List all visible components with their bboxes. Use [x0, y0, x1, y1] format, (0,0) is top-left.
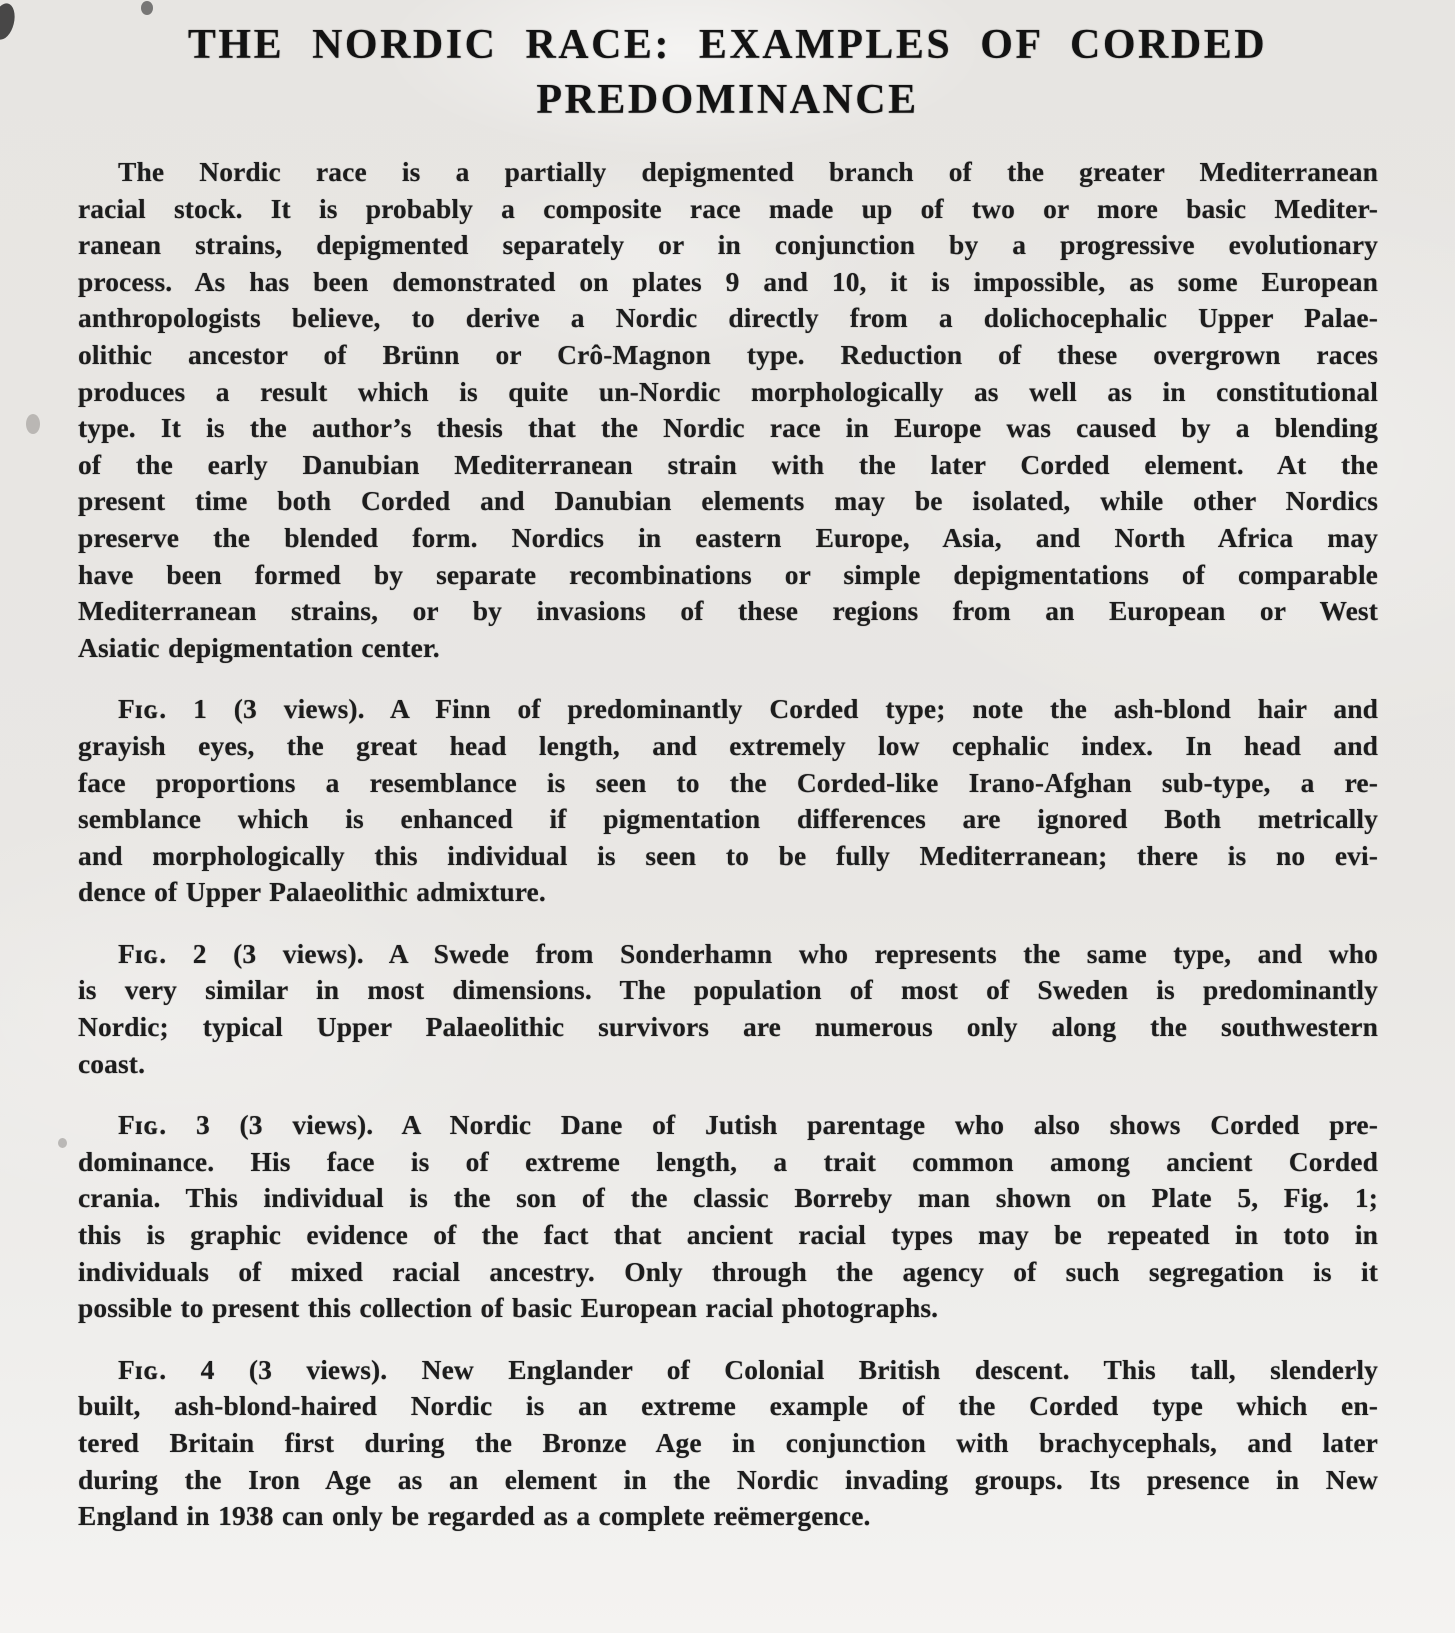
text-line: England in 1938 can only be regarded as a complete reëmergence. — [78, 1500, 871, 1532]
text-line: type. It is the author’s thesis that the Nordic race in Europe was caused by a blending — [78, 412, 1378, 444]
paragraph-fig3 — [78, 1107, 1378, 1327]
text-line: Fɪɢ. 2 (3 views). A Swede from Sonderhamn who represents the same type, and who — [118, 937, 1378, 969]
text-line: and morphologically this individual is seen to be fully Mediterranean; there is no evi- — [78, 839, 1378, 871]
text-line: grayish eyes, the great head length, and extremely low cephalic index. In head and — [78, 729, 1378, 761]
text-line: dence of Upper Palaeolithic admixture. — [78, 876, 546, 908]
page-title-line-1: THE NORDIC RACE: EXAMPLES OF CORDED — [187, 22, 1268, 68]
text-line: The Nordic race is a partially depigmented branch of the greater Mediterranean — [118, 156, 1378, 187]
text-line: have been formed by separate recombinations or simple depigmentations of comparable — [78, 558, 1378, 590]
text-line: is very similar in most dimensions. The population of most of Sweden is predominantly — [78, 974, 1378, 1006]
text-line: Asiatic depigmentation center. — [78, 631, 440, 663]
text-line: present time both Corded and Danubian elements may be isolated, while other Nordics — [78, 485, 1378, 517]
text-line: coast. — [78, 1047, 146, 1079]
paragraph-fig2 — [78, 936, 1378, 1082]
page-title — [0, 0, 1455, 128]
scan-speck — [58, 1138, 67, 1148]
text-line: olithic ancestor of Brünn or Crô-Magnon type. Reduction of these overgrown races — [78, 338, 1378, 370]
text-line: crania. This individual is the son of the classic Borreby man shown on Plate 5, Fig. 1; — [78, 1182, 1378, 1214]
text-line: tered Britain first during the Bronze Age in conjunction with brachycephals, and later — [78, 1427, 1378, 1458]
text-line: semblance which is enhanced if pigmentation differences are ignored Both metrically — [78, 803, 1378, 835]
scan-speck — [26, 414, 40, 434]
ink-smudge — [141, 1, 153, 15]
text-line: during the Iron Age as an element in the Nordic invading groups. Its presence in New — [78, 1463, 1378, 1495]
text-line: racial stock. It is probably a composite race made up of two or more basic Mediter- — [78, 192, 1378, 224]
body-text — [78, 154, 1378, 1535]
text-line: built, ash-blond-haired Nordic is an extreme example of the Corded type which en- — [78, 1390, 1378, 1422]
text-line: ranean strains, depigmented separately or in conjunction by a progressive evolutionary — [78, 229, 1378, 261]
text-line: Fɪɢ. 3 (3 views). A Nordic Dane of Jutish parentage who also shows Corded pre- — [118, 1109, 1378, 1141]
paragraph-fig1 — [78, 691, 1378, 911]
paragraph-intro — [78, 154, 1378, 666]
paragraph-fig4 — [78, 1352, 1378, 1535]
text-line: possible to present this collection of basic European racial photographs. — [78, 1292, 939, 1324]
text-line: of the early Danubian Mediterranean strain with the later Corded element. At the — [78, 448, 1378, 480]
text-line: this is graphic evidence of the fact that ancient racial types may be repeated in toto in — [78, 1219, 1378, 1251]
text-line: Mediterranean strains, or by invasions of these regions from an European or West — [78, 595, 1378, 627]
text-line: Fɪɢ. 4 (3 views). New Englander of Colonial British descent. This tall, slenderly — [118, 1353, 1378, 1385]
text-line: preserve the blended form. Nordics in eastern Europe, Asia, and North Africa may — [78, 521, 1378, 553]
text-line: anthropologists believe, to derive a Nordic directly from a dolichocephalic Upper Palae- — [78, 302, 1378, 334]
text-line: produces a result which is quite un-Nordic morphologically as well as in constitutional — [78, 375, 1378, 407]
text-line: process. As has been demonstrated on plates 9 and 10, it is impossible, as some European — [78, 265, 1378, 297]
page-title-line-2: PREDOMINANCE — [536, 77, 919, 123]
text-line: Fɪɢ. 1 (3 views). A Finn of predominantly Corded type; note the ash-blond hair and — [118, 693, 1378, 725]
text-line: Nordic; typical Upper Palaeolithic survivors are numerous only along the southwestern — [78, 1011, 1378, 1043]
text-line: individuals of mixed racial ancestry. Only through the agency of such segregation is it — [78, 1255, 1378, 1287]
text-line: dominance. His face is of extreme length, a trait common among ancient Corded — [78, 1145, 1378, 1177]
text-line: face proportions a resemblance is seen to the Corded-like Irano-Afghan sub-type, a re- — [78, 766, 1378, 798]
